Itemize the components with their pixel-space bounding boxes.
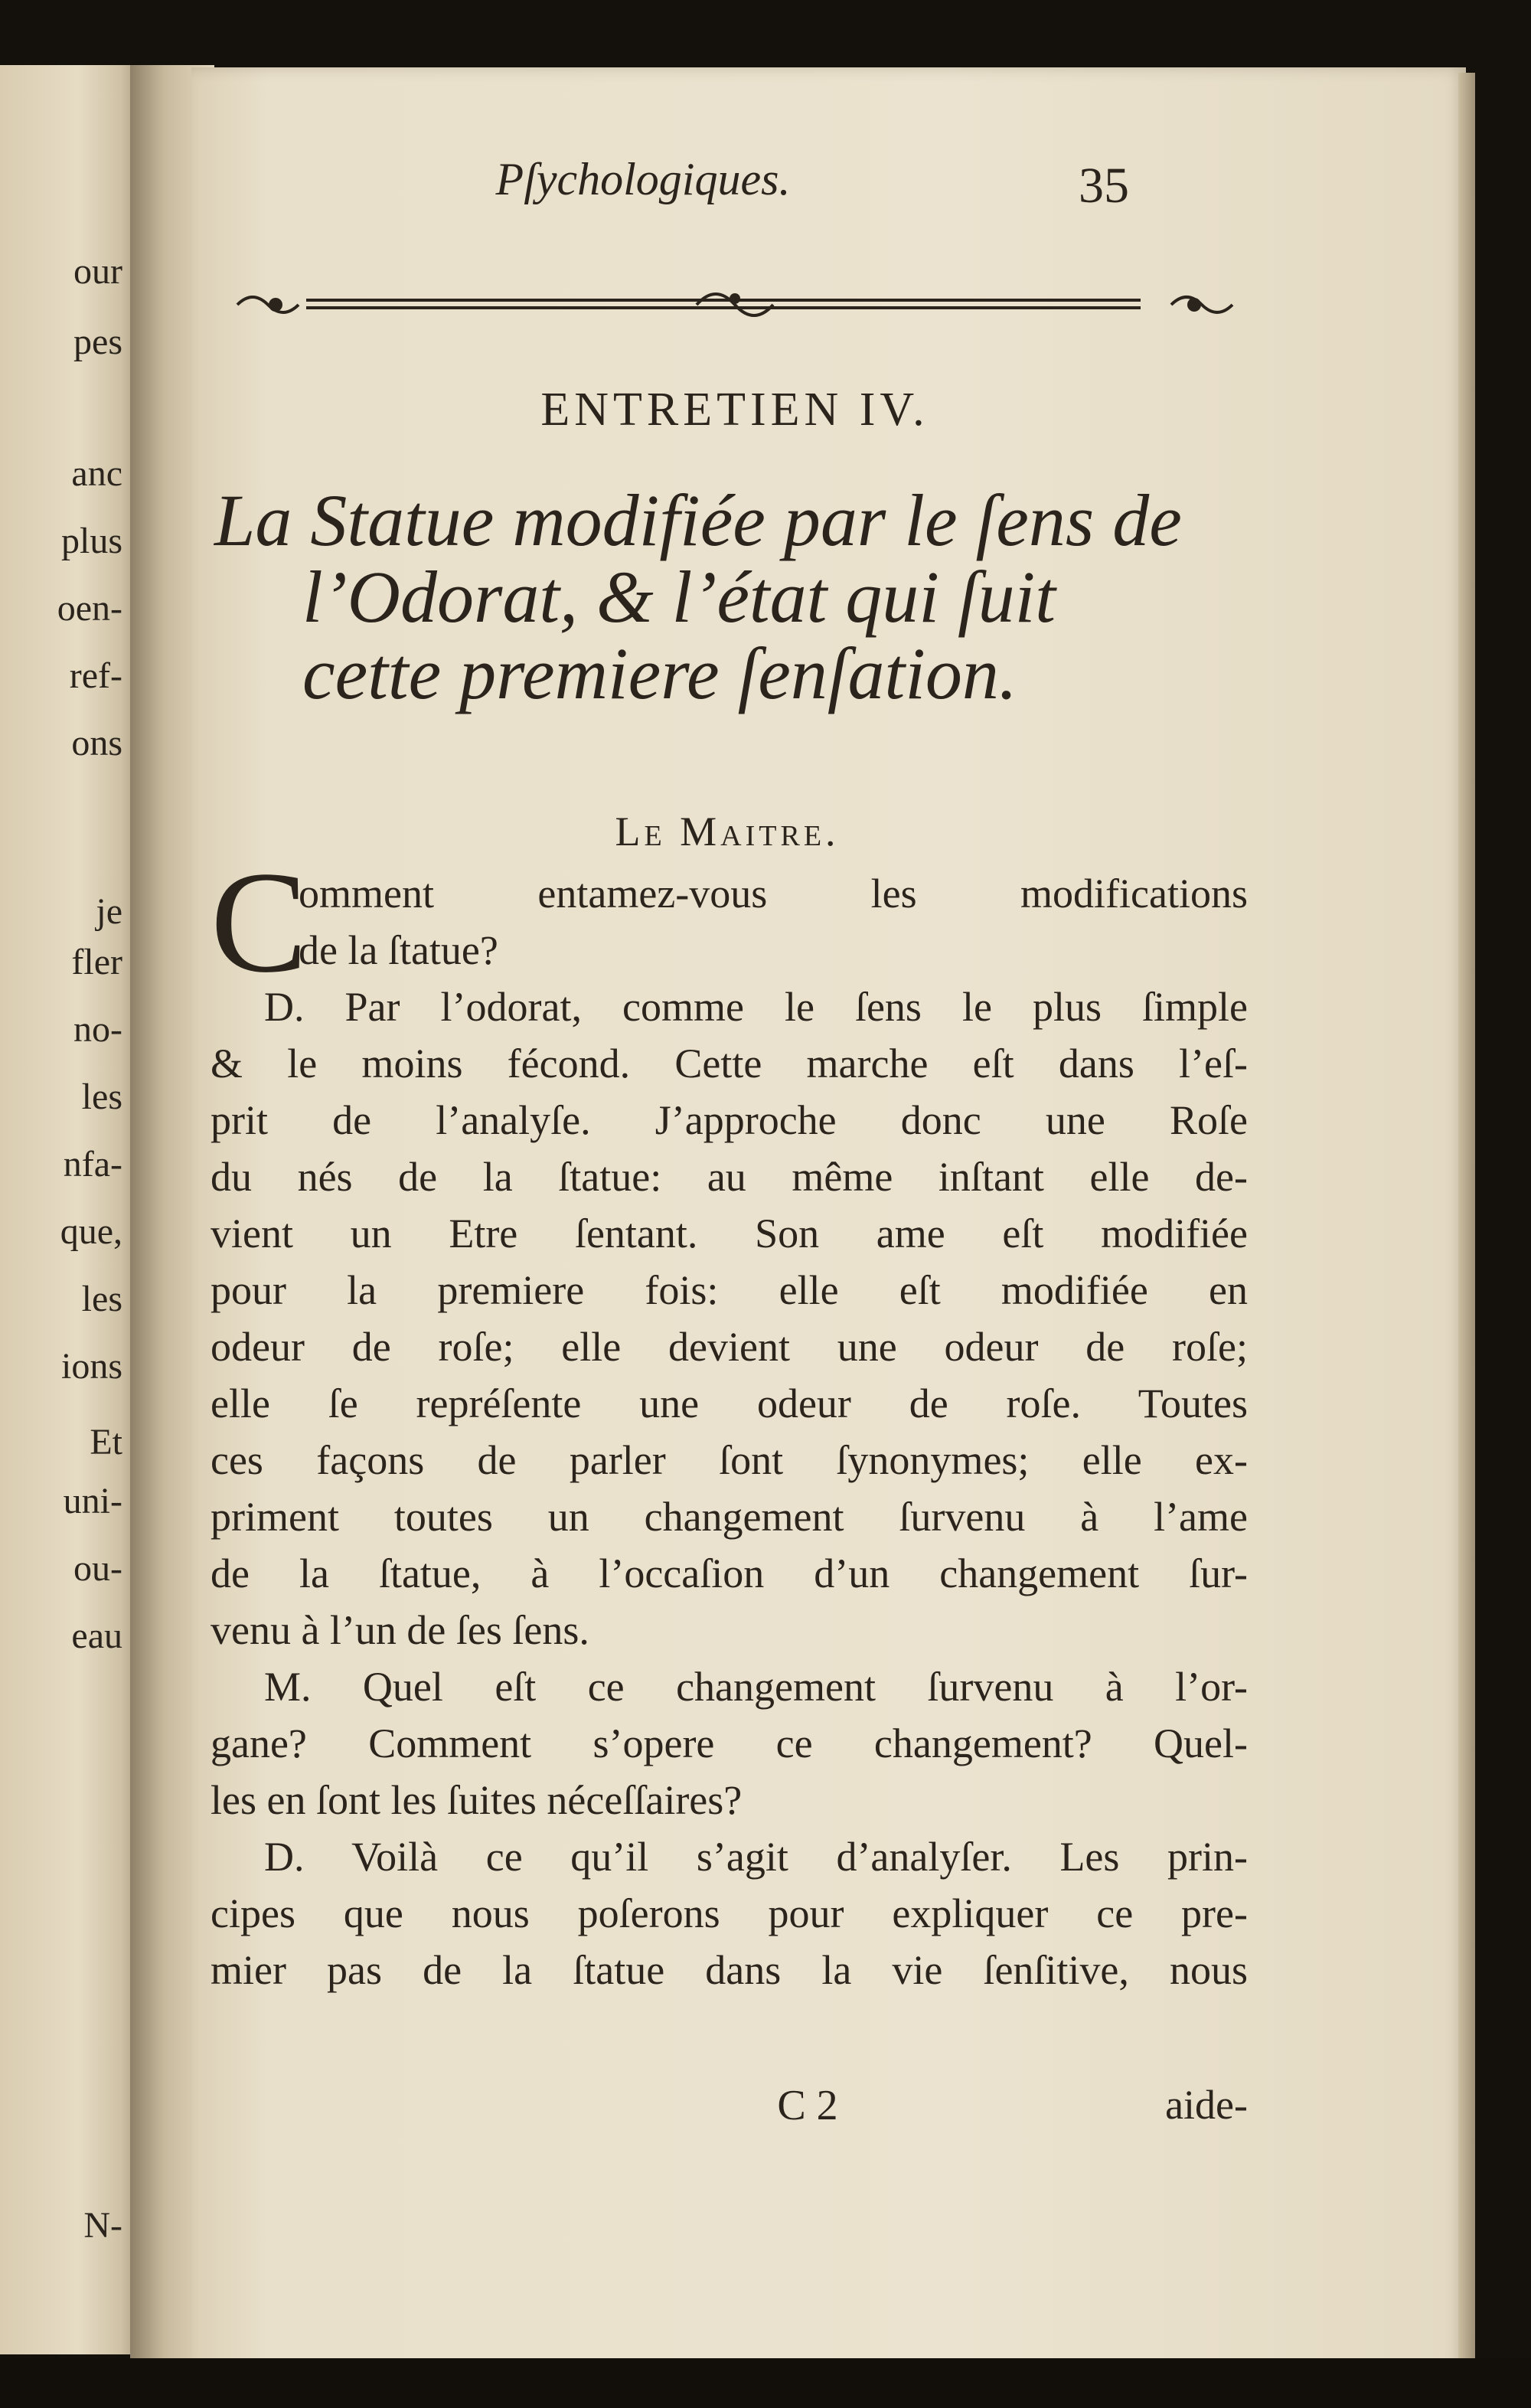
text-line: odeur de roſe; elle devient une odeur de roſe; xyxy=(211,1324,1248,1370)
previous-page xyxy=(0,65,142,2354)
previous-page-fragment: plus xyxy=(60,521,122,561)
catchword: aide- xyxy=(1165,2082,1248,2128)
chapter-title: ENTRETIEN IV. xyxy=(540,384,929,436)
text-line: les en ſont les ſuites néceſſaires? xyxy=(211,1777,743,1823)
page-number: 35 xyxy=(1079,158,1129,214)
previous-page-fragment: anc xyxy=(71,453,122,494)
text-line: priment toutes un changement ſurvenu à l’ame xyxy=(211,1494,1248,1540)
previous-page-fragment: our xyxy=(73,251,122,292)
signature-mark: C 2 xyxy=(777,2082,838,2129)
drop-cap: C xyxy=(211,842,308,1003)
text-line: du nés de la ſtatue: au même inſtant elle de- xyxy=(211,1154,1248,1200)
previous-page-fragment: ons xyxy=(71,723,122,763)
text-line: omment entamez-vous les modifications xyxy=(299,871,1248,916)
background-shadow xyxy=(0,2358,1531,2408)
heading-line: l’Odorat, & l’état qui ſuit xyxy=(302,556,1056,638)
text-line: mier pas de la ſtatue dans la vie ſenſitive, nous xyxy=(211,1947,1248,1993)
previous-page-fragment: pes xyxy=(73,322,122,363)
text-line: de la ſtatue, à l’occaſion d’un changement ſur- xyxy=(211,1550,1248,1596)
previous-page-fragment: N- xyxy=(83,2205,122,2246)
previous-page-fragment: nfa- xyxy=(63,1144,122,1184)
previous-page-fragment: uni- xyxy=(63,1481,122,1521)
chapter-heading xyxy=(214,479,1271,714)
text-line: D. Voilà ce qu’il s’agit d’analyſer. Les prin- xyxy=(264,1834,1248,1880)
text-line: venu à l’un de ſes ſens. xyxy=(211,1607,589,1653)
running-head: Pſychologiques. xyxy=(495,154,791,204)
text-line: cipes que nous poſerons pour expliquer ce pre- xyxy=(211,1890,1248,1936)
previous-page-fragment: je xyxy=(96,891,122,932)
previous-page-text xyxy=(0,65,122,2354)
heading-line: La Statue modifiée par le ſens de xyxy=(214,479,1182,561)
page-edge xyxy=(1458,73,1475,2366)
speaker-heading: Le Maitre. xyxy=(615,809,840,854)
text-line: D. Par l’odorat, comme le ſens le plus ſimple xyxy=(264,984,1248,1030)
previous-page-fragment: no- xyxy=(73,1009,122,1050)
text-line: elle ſe repréſente une odeur de roſe. Toutes xyxy=(211,1380,1248,1426)
opening-paragraph xyxy=(211,842,1248,1003)
previous-page-fragment: les xyxy=(81,1077,122,1117)
previous-page-fragment: eau xyxy=(71,1616,122,1656)
text-line: prit de l’analyſe. J’approche donc une Roſe xyxy=(211,1097,1248,1143)
previous-page-fragment: ou- xyxy=(73,1548,122,1589)
heading-line: cette premiere ſenſation. xyxy=(302,632,1017,714)
text-line: gane? Comment s’opere ce changement? Quel- xyxy=(211,1720,1248,1766)
previous-page-fragment: fler xyxy=(71,942,122,982)
previous-page-fragment: Et xyxy=(90,1422,122,1462)
paragraph-lines xyxy=(211,979,1248,1998)
previous-page-fragment: ions xyxy=(60,1346,122,1387)
previous-page-fragment: les xyxy=(81,1279,122,1319)
ornament-rule xyxy=(222,282,1248,328)
text-line: pour la premiere fois: elle eſt modifiée en xyxy=(211,1267,1248,1313)
text-line: M. Quel eſt ce changement ſurvenu à l’or- xyxy=(264,1664,1248,1710)
body-text xyxy=(211,842,1248,1998)
text-line: & le moins fécond. Cette marche eſt dans l’eſ- xyxy=(211,1041,1248,1086)
previous-page-fragment: ref- xyxy=(69,655,122,696)
text-line: vient un Etre ſentant. Son ame eſt modifiée xyxy=(211,1211,1248,1256)
text-line: de la ſtatue? xyxy=(299,927,498,973)
text-line: ces façons de parler ſont ſynonymes; elle ex- xyxy=(211,1437,1248,1483)
previous-page-fragment: que, xyxy=(60,1211,122,1252)
previous-page-fragment: oen- xyxy=(57,588,122,629)
